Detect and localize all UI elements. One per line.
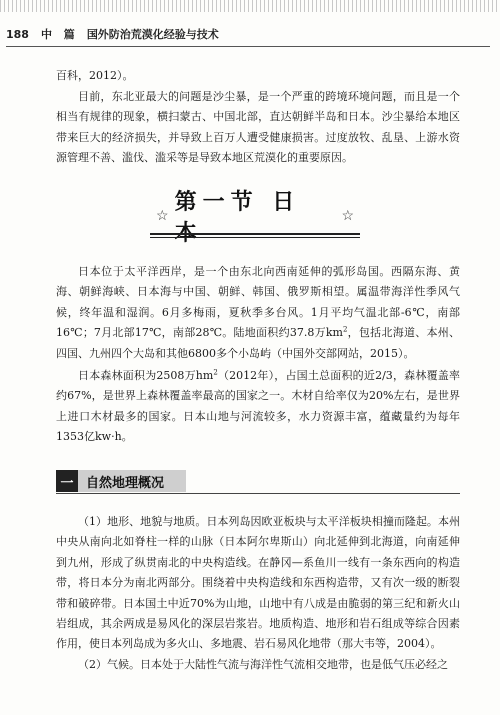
intro-paragraph: 目前，东北亚最大的问题是沙尘暴，是一个严重的跨境环境问题，而且是一个相当有规律的现象，横扫蒙古、中国北部，直达朝鲜半岛和日本。沙尘暴给本地区带来巨大的经济损失，并导致上百万人遭受健康损害。过度放牧、乱垦、上游水资源管理不善、滥伐、滥采等是导致本地区荒漠化的重要原因。: [56, 90, 460, 165]
star-icon: ☆: [341, 208, 354, 224]
subsection-number: 一: [56, 470, 78, 492]
book-title: 国外防治荒漠化经验与技术: [86, 28, 219, 41]
page-number: 188: [6, 27, 29, 41]
japan-forest-paragraph: 日本森林面积为2508万$hm^2(2012$年），占国土总面积的近2/3，森林覆盖率约67%，是世界上森林覆盖率最高的国家之一。木材自给率仅为20%左右，是世界上进口木材最多的国家。日本山地与河流较多，水力资源丰富，蕴藏量约为每年1353亿kw·h。: [56, 368, 460, 444]
star-icon: ☆: [156, 208, 169, 224]
japan-overview-paragraph: 日本位于太平洋西岸，是一个由东北向西南延伸的弧形岛国。西隔东海、黄海、朝鲜海峡、日本海与中国、朝鲜、韩国、俄罗斯相望。属温带海洋性季风气候，终年温和湿润。6月多梅雨，夏秋季多台风。1月平均气温北部-6℃，南部16℃；7月北部17℃，南部28℃。陆地面积约37.8万$km^2$，包括北海道、本州、四国、九州四个大岛和其他6800多个小岛屿（中国外交部网站，2015）。: [56, 265, 460, 360]
title-underline-thin: [150, 237, 360, 238]
scan-edge-stripes: [0, 0, 500, 12]
subsection-title: 自然地理概况: [78, 470, 186, 492]
header-rule: [6, 46, 490, 47]
section-title: [150, 190, 360, 233]
title-underline: [150, 233, 360, 235]
geography-paragraph: （1）地形、地貌与地质。日本列岛因欧亚板块与太平洋板块相撞而隆起。本州中央从南向北如脊柱一样的山脉（日本阿尔卑斯山）向北延伸到北海道，向南延伸到九州，形成了纵贯南北的中央构造线。在静冈—系鱼川一线有一条东西向的构造带，将日本分为南北两部分。围绕着中央构造线和东西构造带，又有次一级的断裂带和破碎带。日本国土中近70%为山地，山地中有八成是由脆弱的第三纪和新火山岩组成，其余两成是易风化的深层岩浆岩。地质构造、地形和岩石组成等综合因素作用，使日本列岛成为多火山、多地震、岩石易风化地带（那大韦等，2004）。: [56, 515, 460, 651]
subsection-heading: [56, 470, 186, 492]
section-title-text: 第一节 日: [174, 190, 301, 215]
running-header: [6, 24, 490, 44]
carry-over-line: 百科，2012）。: [56, 69, 134, 82]
part-label: 中 篇: [40, 28, 79, 41]
subsection-rule: [56, 493, 460, 494]
climate-paragraph: （2）气候。日本处于大陆性气流与海洋性气流相交地带，也是低气压必经之: [78, 658, 448, 671]
